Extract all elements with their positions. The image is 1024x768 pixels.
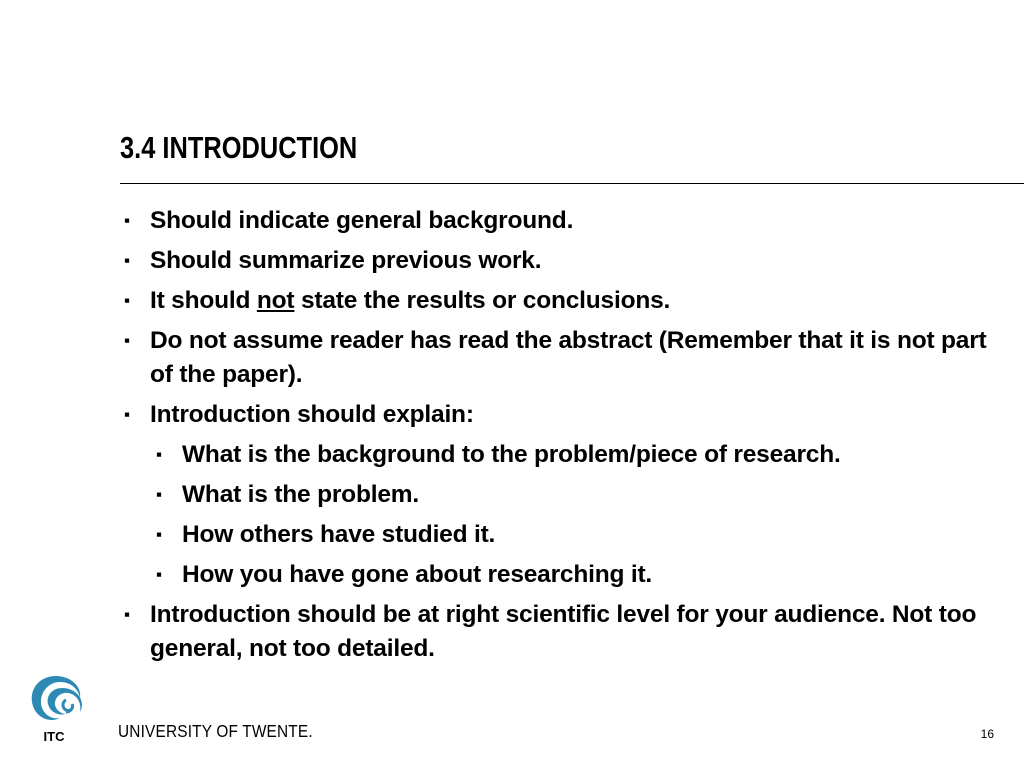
sub-list-item	[152, 438, 1000, 472]
page-number: 16	[980, 727, 994, 741]
list-item-text: Introduction should be at right scientific level for your audience. Not too general, not too detailed.	[150, 601, 977, 662]
bullet-icon: ▪	[156, 525, 162, 544]
bullet-icon: ▪	[124, 405, 130, 424]
bullet-icon: ▪	[156, 565, 162, 584]
list-item-text: It should	[150, 287, 257, 314]
list-item	[120, 204, 1000, 238]
bullet-icon: ▪	[124, 251, 130, 270]
list-item-text: What is the problem.	[182, 481, 419, 508]
bullet-list	[120, 204, 1000, 672]
sub-list-item	[152, 558, 1000, 592]
list-item	[120, 598, 1000, 666]
bullet-icon: ▪	[124, 291, 130, 310]
bullet-icon: ▪	[124, 211, 130, 230]
itc-logo	[26, 672, 90, 744]
sub-list-item	[152, 478, 1000, 512]
list-item	[120, 398, 1000, 432]
title-divider	[120, 183, 1024, 184]
itc-logo-text: ITC	[43, 729, 65, 744]
list-item	[120, 324, 1000, 392]
list-item-text: state the results or conclusions.	[294, 287, 671, 314]
underlined-emphasis: not	[256, 287, 295, 314]
university-name: UNIVERSITY OF TWENTE.	[118, 721, 313, 741]
list-item-text: How others have studied it.	[182, 521, 496, 548]
sub-list-item	[152, 518, 1000, 552]
bullet-icon: ▪	[124, 331, 130, 350]
bullet-icon: ▪	[124, 605, 130, 624]
list-item-text: What is the background to the problem/piece of research.	[182, 441, 841, 468]
list-item-text: How you have gone about researching it.	[182, 561, 653, 588]
list-item	[120, 284, 1000, 318]
list-item	[120, 244, 1000, 278]
bullet-icon: ▪	[156, 485, 162, 504]
list-item-text: Do not assume reader has read the abstract (Remember that it is not part of the paper).	[150, 327, 987, 388]
list-item-text: Should indicate general background.	[150, 207, 574, 234]
bullet-icon: ▪	[156, 445, 162, 464]
list-item-text: Introduction should explain:	[150, 401, 474, 428]
slide-title: 3.4 INTRODUCTION	[120, 130, 358, 165]
list-item-text: Should summarize previous work.	[150, 247, 542, 274]
